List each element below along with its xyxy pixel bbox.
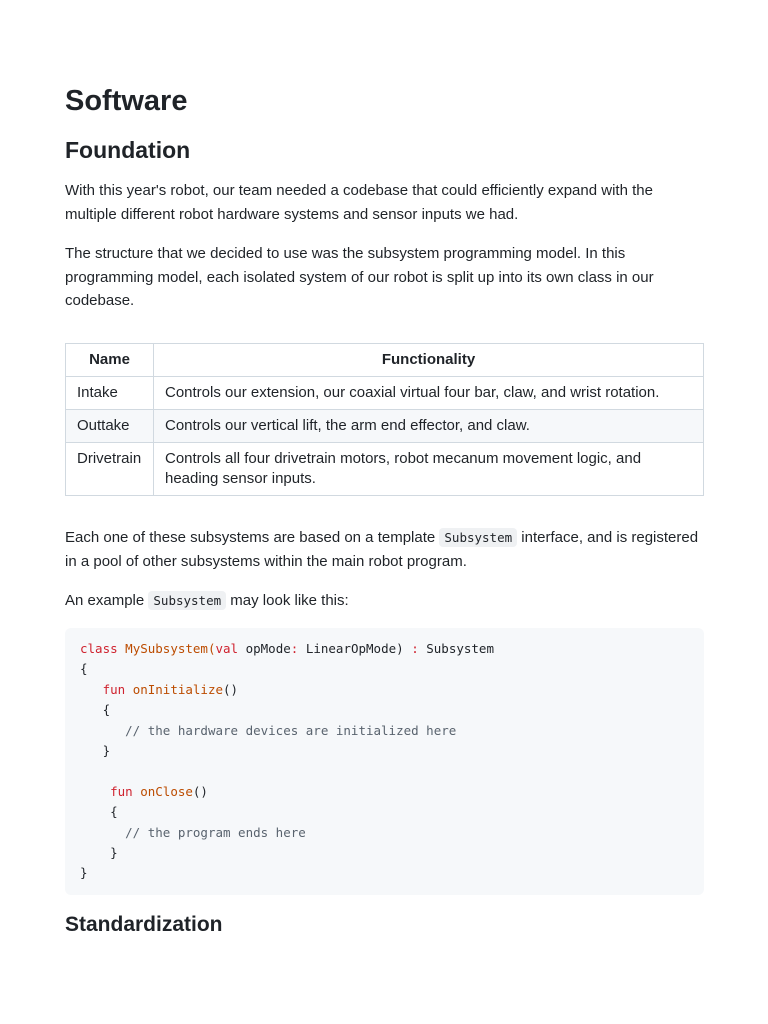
code-punct: { — [110, 804, 118, 820]
code-line — [80, 761, 689, 781]
code-punct: : — [411, 641, 419, 656]
code-punct: () — [192, 783, 208, 799]
code-line — [80, 863, 689, 883]
table-row — [66, 377, 704, 410]
code-punct: } — [102, 742, 111, 758]
page-title: Software — [65, 85, 188, 117]
table-row — [66, 443, 704, 496]
code-line — [80, 741, 689, 761]
section-heading-foundation: Foundation — [65, 137, 191, 163]
code-function-name: onInitialize — [132, 681, 223, 697]
table-header-functionality: Functionality — [154, 344, 704, 377]
inline-code: Subsystem — [439, 528, 517, 547]
code-keyword: class — [80, 641, 118, 656]
text-segment: interface, and is registered in a pool of other subsystems within the main robot program. — [65, 529, 699, 570]
table-cell-functionality: Controls our vertical lift, the arm end effector, and claw. — [154, 410, 704, 443]
paragraph-example — [65, 589, 704, 613]
table-cell-name: Intake — [66, 377, 154, 410]
code-punct: ( — [207, 641, 216, 656]
table-cell-functionality: Controls all four drivetrain motors, robot mecanum movement logic, and heading sensor inputs. — [154, 443, 704, 496]
table-header-row — [66, 344, 704, 377]
text-segment: may look like this: — [226, 592, 349, 609]
table-cell-functionality: Controls our extension, our coaxial virtual four bar, claw, and wrist rotation. — [154, 377, 704, 410]
table-cell-name: Drivetrain — [66, 443, 154, 496]
code-line — [80, 802, 689, 822]
subsystem-table — [65, 343, 704, 496]
code-comment: // the program ends here — [125, 824, 306, 840]
code-punct: () — [223, 681, 239, 697]
code-function-name: onClose — [140, 783, 193, 799]
code-line — [80, 639, 689, 659]
code-keyword: fun — [110, 783, 133, 799]
code-punct: } — [110, 844, 118, 860]
code-line — [80, 721, 689, 741]
code-punct: } — [80, 865, 88, 881]
paragraph-subsystem-template — [65, 526, 704, 573]
code-keyword: fun — [102, 681, 126, 697]
code-line — [80, 843, 689, 863]
code-line — [80, 659, 689, 679]
code-type: LinearOpMode) — [298, 641, 412, 656]
paragraph-intro: With this year's robot, our team needed a codebase that could efficiently expand with the multiple different robot hardware systems and sensor inputs we had. — [65, 182, 653, 223]
code-punct: { — [102, 702, 111, 718]
table-row — [66, 410, 704, 443]
text-segment: Each one of these subsystems are based on a template — [65, 529, 440, 546]
code-line — [80, 700, 689, 720]
inline-code: Subsystem — [148, 591, 226, 610]
table-header-name: Name — [66, 344, 154, 377]
code-param: opMode — [238, 641, 291, 656]
code-type: Subsystem — [418, 641, 494, 656]
code-line — [80, 680, 689, 700]
code-line — [80, 782, 689, 802]
text-segment: An example — [65, 592, 149, 609]
paragraph-structure: The structure that we decided to use was the subsystem programming model. In this programming model, each isolated system of our robot is split up into its own class in our codebase. — [65, 245, 654, 309]
code-line — [80, 823, 689, 843]
code-class-name: MySubsystem — [125, 641, 208, 656]
code-keyword: val — [215, 641, 239, 656]
section-heading-standardization: Standardization — [65, 913, 223, 936]
code-punct: { — [80, 661, 88, 677]
code-punct: : — [290, 641, 299, 656]
code-block — [65, 628, 704, 895]
table-cell-name: Outtake — [66, 410, 154, 443]
code-comment: // the hardware devices are initialized here — [125, 722, 457, 738]
